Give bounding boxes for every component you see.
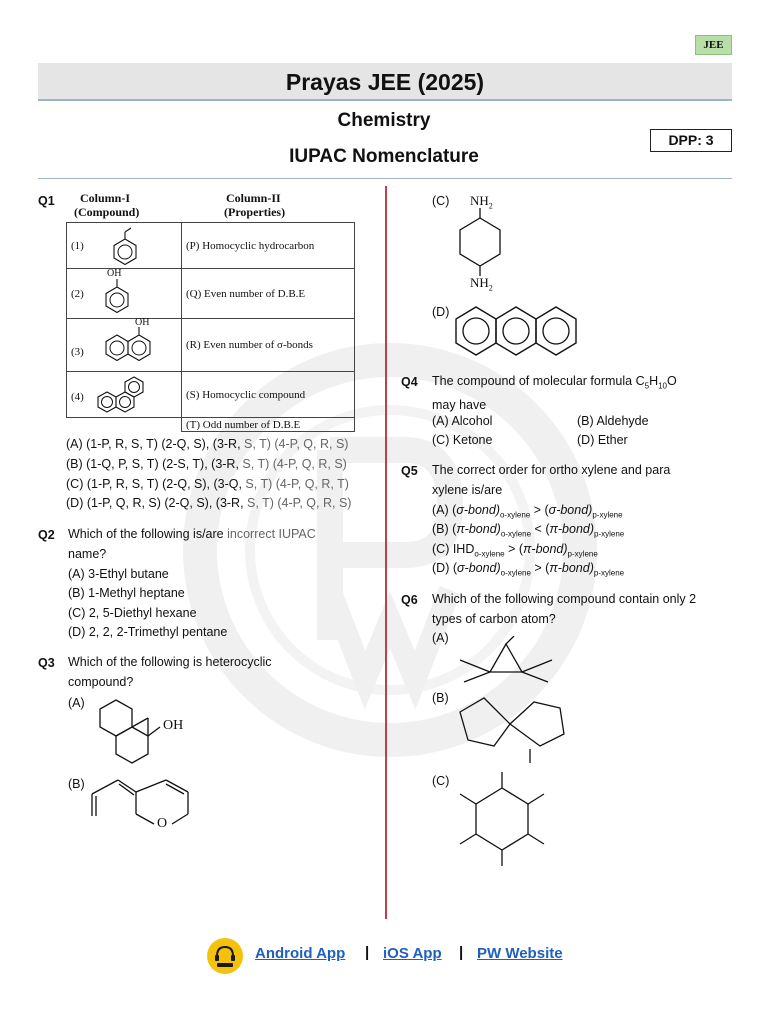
match-compound-cell (67, 372, 182, 418)
customer-service-icon[interactable] (207, 938, 243, 974)
q4-option-c[interactable]: (C) Ketone (432, 433, 493, 447)
match-compound-cell (67, 269, 182, 319)
row-label: (3) (71, 346, 84, 358)
question-number-q5: Q5 (401, 464, 418, 478)
row-label: (1) (71, 239, 84, 252)
pw-website-link[interactable]: PW Website (477, 945, 563, 962)
match-property-cell: (T) Odd number of D.B.E (182, 418, 355, 432)
q4-option-a[interactable]: (A) Alcohol (432, 414, 493, 428)
q3-oh-label: OH (163, 718, 184, 733)
match-table (66, 222, 355, 432)
anthracene-structure (454, 303, 590, 359)
match-compound-cell (67, 319, 182, 372)
q5-option-a[interactable]: (A) $(\sigma-bond)_{o-xylene}$ > $(\sigma-bond)_{p-xylene}$ (432, 503, 623, 520)
q5-text: The correct order for ortho xylene and para xylene is/are (432, 463, 671, 497)
column-divider (385, 186, 387, 919)
android-app-link[interactable]: Android App (255, 945, 346, 962)
q3-oxygen-label: O (157, 816, 168, 831)
nh2-bottom-label: $NH_2$ (470, 275, 493, 293)
q1-option-b[interactable]: (B) (1-Q, P, S, T) (2-S, T), (3-R, S, T) (4-P, Q, R, S) (66, 457, 347, 471)
match-property-cell: (P) Homocyclic hydrocarbon (182, 223, 355, 269)
jee-badge: JEE (695, 35, 732, 55)
footer-separator: | (365, 944, 370, 961)
row-label: (4) (71, 390, 84, 403)
match-compound-cell (67, 223, 182, 269)
q4-option-b[interactable]: (B) Aldehyde (577, 414, 649, 428)
topic-heading: IUPAC Nomenclature (289, 146, 479, 167)
question-number-q1: Q1 (38, 194, 55, 208)
q1-option-c[interactable]: (C) (1-P, R, S, T) (2-Q, S), (3-Q, S, T) (4-P, Q, R, T) (66, 477, 349, 491)
match-row (67, 223, 355, 269)
subject-heading: Chemistry (337, 110, 431, 131)
q5-option-d[interactable]: (D) $(\sigma-bond)_{o-xylene}$ > $(\pi-bond)_{p-xylene}$ (432, 561, 625, 578)
match-property-cell: (S) Homocyclic compound (182, 372, 355, 418)
spiro-structure (454, 694, 568, 766)
q6-option-a[interactable]: (A) (432, 631, 449, 645)
nh2-top-label: $NH_2$ (470, 193, 493, 211)
dpp-number-box: DPP: 3 (650, 129, 732, 152)
phenol-structure (97, 277, 137, 317)
match-row (67, 319, 355, 372)
q3-option-b[interactable]: (B) (68, 777, 85, 791)
q3-option-c[interactable]: (C) (432, 194, 450, 208)
match-empty-cell (67, 418, 182, 432)
q3-option-d[interactable]: (D) (432, 305, 450, 319)
q2-option-b[interactable]: (B) 1-Methyl heptane (68, 586, 185, 600)
hexamethylcyclohexane-structure (454, 768, 550, 872)
q6-option-c[interactable]: (C) (432, 774, 450, 788)
q4-option-d[interactable]: (D) Ether (577, 433, 628, 447)
oh-label: OH (107, 268, 122, 279)
page-title: Prayas JEE (2025) (38, 63, 732, 101)
styrene-structure (105, 227, 145, 267)
q1-option-d[interactable]: (D) (1-P, Q, R, S) (2-Q, S), (3-R, S, T) (4-P, Q, R, S) (66, 496, 352, 510)
trimethylcyclopropane-structure (456, 636, 556, 686)
match-property-cell: (Q) Even number of D.B.E (182, 269, 355, 319)
match-property-cell: (R) Even number of σ-bonds (182, 319, 355, 372)
question-number-q4: Q4 (401, 375, 418, 389)
q2-option-d[interactable]: (D) 2, 2, 2-Trimethyl pentane (68, 625, 228, 639)
column-2-heading: Column-II (Properties) (224, 191, 286, 219)
footer-links (0, 936, 768, 972)
q4-text: The compound of molecular formula $C_5H_{10}O$ may have (432, 374, 677, 412)
q5-option-b[interactable]: (B) $(\pi-bond)_{o-xylene}$ < $(\pi-bond)_{p-xylene}$ (432, 522, 625, 539)
match-row (67, 372, 355, 418)
ios-app-link[interactable]: iOS App (383, 945, 442, 962)
question-number-q6: Q6 (401, 593, 418, 607)
footer-separator: | (459, 944, 464, 961)
question-number-q2: Q2 (38, 528, 55, 542)
q3-option-a[interactable]: (A) (68, 696, 85, 710)
q2-option-a[interactable]: (A) 3-Ethyl butane (68, 567, 169, 581)
q3-text: Which of the following is heterocyclic compound? (68, 655, 272, 689)
q6-option-b[interactable]: (B) (432, 691, 449, 705)
row-label: (2) (71, 287, 84, 300)
q1-option-a[interactable]: (A) (1-P, R, S, T) (2-Q, S), (3-R, S, T) (4-P, Q, R, S) (66, 437, 349, 451)
diaminocyclohexane-structure (448, 208, 512, 278)
q3-pyran-structure (86, 770, 196, 836)
match-row (67, 269, 355, 319)
header-divider (38, 178, 732, 179)
q5-option-c[interactable]: (C) $IHD_{o-xylene}$ > $(\pi-bond)_{p-xylene}$ (432, 542, 598, 559)
naphthol-structure (95, 325, 155, 371)
q6-text: Which of the following compound contain only 2 types of carbon atom? (432, 592, 697, 626)
q2-option-c[interactable]: (C) 2, 5-Diethyl hexane (68, 606, 197, 620)
q2-text: Which of the following is/are incorrect IUPAC name? (68, 527, 316, 561)
phenanthrene-structure (93, 370, 157, 418)
column-1-heading: Column-I (Compound) (74, 191, 140, 219)
oh-label: OH (135, 317, 150, 328)
question-number-q3: Q3 (38, 656, 55, 670)
match-row (67, 418, 355, 432)
